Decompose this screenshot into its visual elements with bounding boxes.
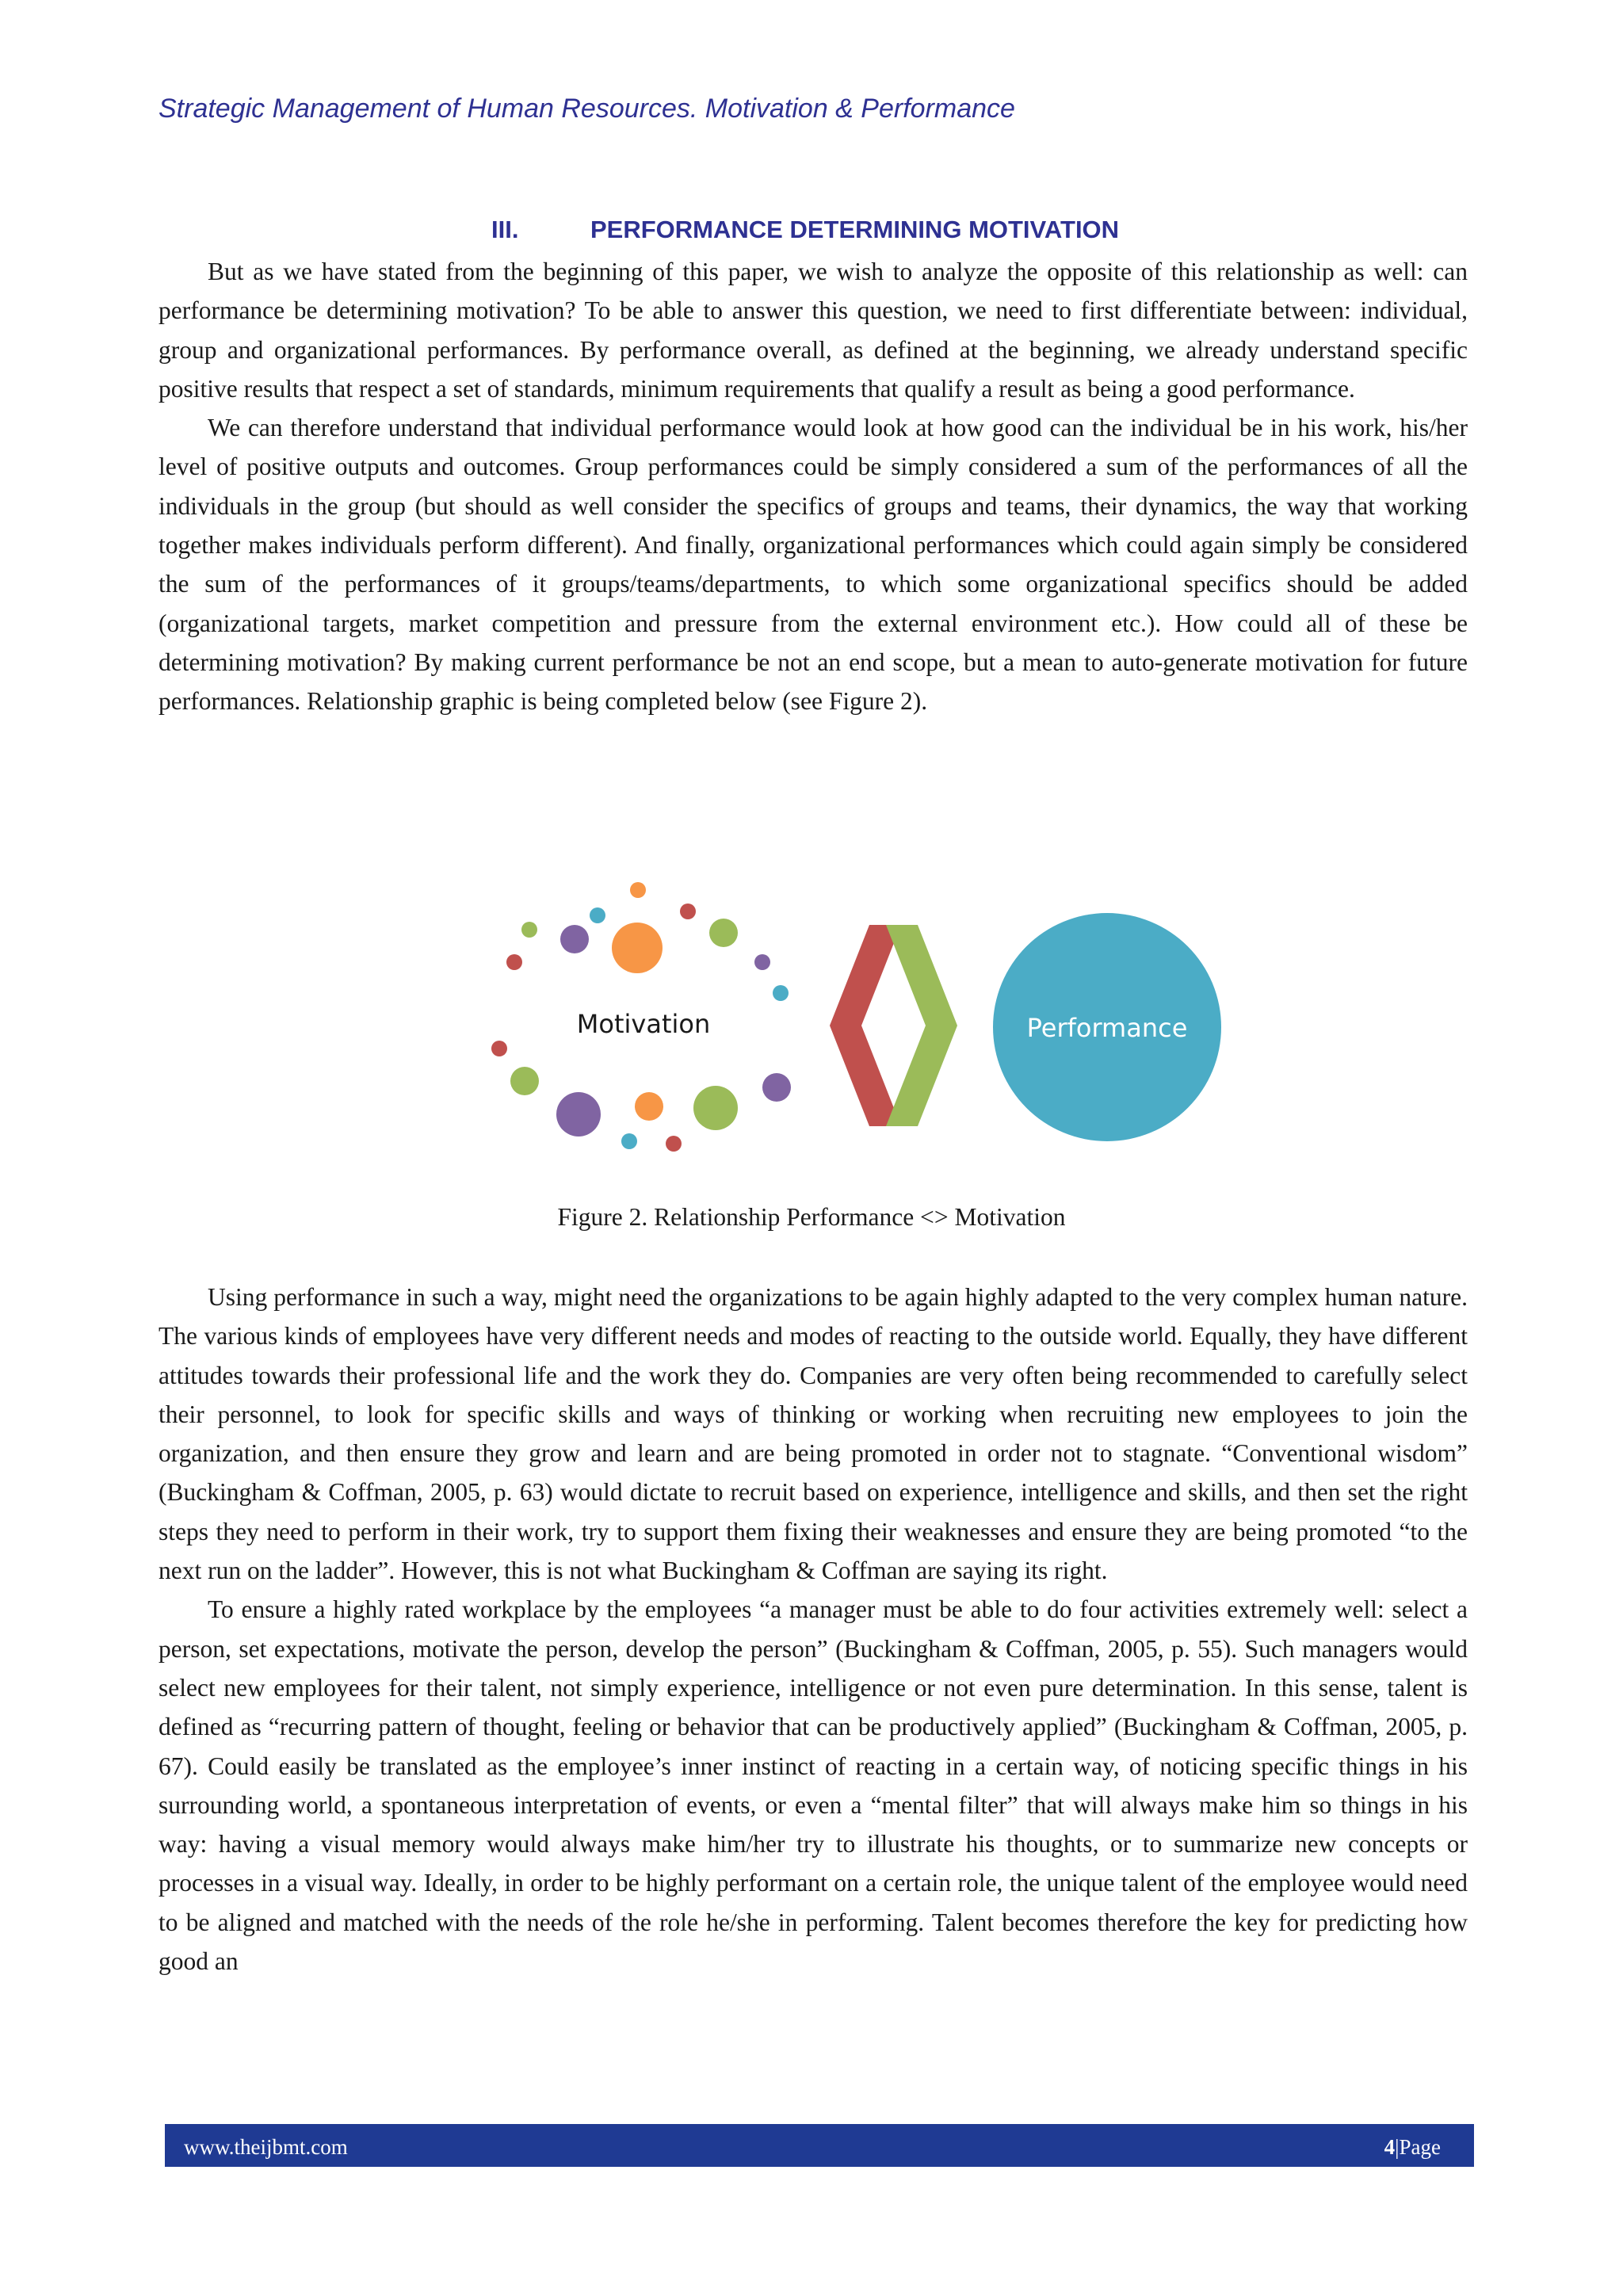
paragraph: But as we have stated from the beginning of this paper, we wish to analyze the opposite of this relationship as well: can performance be determining motivation? To be able to answer this question, we need to first differentiate between: individual, group and organizational performances. By performance overall, as defined at the beginning, we already understand specific positive results that respect a set of standards, minimum requirements that qualify a result as being a good performance. (158, 258, 1468, 403)
dot (612, 923, 663, 973)
right-chevron (886, 925, 957, 1126)
footer-bar (165, 2124, 1474, 2167)
dot (754, 954, 770, 970)
section-title: PERFORMANCE DETERMINING MOTIVATION (590, 216, 1120, 243)
dot (693, 1086, 738, 1130)
body-text-bottom (158, 1278, 1468, 1981)
figure-relationship-diagram (475, 868, 1236, 1201)
dot (621, 1133, 637, 1149)
footer-url-link[interactable]: www.theijbmt.com (184, 2135, 348, 2159)
paragraph: We can therefore understand that individual performance would look at how good can the individual be in his work, his/her level of positive outputs and outcomes. Group performances could be simply considered a sum of the performances of all the individuals in the group (but should as well consider the specifics of groups and teams, their dynamics, the way that working together makes individuals perform different). And finally, organizational performances which could again simply be considered the sum of the performances of it groups/teams/departments, to which some organizational specifics should be added (organizational targets, market competition and pressure from the external environment etc.). How could all of these be determining motivation? By making current performance be not an end scope, but a mean to auto-generate motivation for future performances. Relationship graphic is being completed below (see Figure 2). (158, 414, 1468, 716)
dot (521, 922, 537, 938)
running-header: Strategic Management of Human Resources. Motivation & Performance (158, 94, 1015, 124)
performance-label: Performance (1026, 1013, 1188, 1043)
dot (666, 1136, 682, 1152)
dot (680, 904, 696, 919)
section-heading (491, 216, 1119, 244)
dot (590, 907, 605, 923)
dot (773, 985, 789, 1001)
dot (635, 1092, 663, 1121)
paragraph: To ensure a highly rated workplace by the employees “a manager must be able to do four activities extremely well: select a person, set expectations, motivate the person, develop the person” (Buckingham & Coffman, 2005, p. 55). Such managers would select new employees for their talent, not simply experience, intelligence or not even pure determination. In this sense, talent is defined as “recurring pattern of thought, feeling or behavior that can be productively applied” (Buckingham & Coffman, 2005, p. 67). Could easily be translated as the employee’s inner instinct of reacting in a certain way, of noticing specific things in his surrounding world, a spontaneous interpretation of events, or even a “mental filter” that will always make him so things in his way: having a visual memory would always make him/her try to illustrate his thoughts, or to summarize new concepts or processes in a visual way. Ideally, in order to be highly performant on a certain role, the unique talent of the employee would need to be aligned and matched with the needs of the role he/she in performing. Talent becomes therefore the key for predicting how good an (158, 1595, 1468, 1976)
page-suffix: |Page (1395, 2135, 1441, 2159)
section-number: III. (491, 216, 519, 243)
figure-caption: Figure 2. Relationship Performance <> Motivation (557, 1203, 1066, 1231)
page-number-value: 4 (1384, 2135, 1396, 2159)
dot (560, 925, 589, 953)
motivation-label: Motivation (576, 1009, 711, 1039)
relationship-diagram (475, 868, 1236, 1201)
page-number (1384, 2135, 1441, 2160)
dot (506, 954, 522, 970)
dot (709, 919, 738, 947)
dot (762, 1073, 791, 1102)
dot (510, 1067, 539, 1095)
body-text-top (158, 252, 1468, 721)
paragraph: Using performance in such a way, might need the organizations to be again highly adapted to the very complex human nature. The various kinds of employees have very different needs and modes of reacting to the outside world. Equally, they have different attitudes towards their professional life and the work they do. Companies are very often being recommended to carefully select their personnel, to look for specific skills and ways of thinking or working when recruiting new employees to join the organization, and then ensure they grow and learn and are being promoted in order not to stagnate. “Conventional wisdom” (Buckingham & Coffman, 2005, p. 63) would dictate to recruit based on experience, intelligence and skills, and then set the right steps they need to perform in their work, try to support them fixing their weaknesses and ensure they are being promoted “to the next run on the ladder”. However, this is not what Buckingham & Coffman are saying its right. (158, 1283, 1468, 1585)
left-chevron (830, 925, 901, 1126)
dot (630, 882, 646, 898)
dot (556, 1092, 601, 1137)
dot (491, 1041, 507, 1056)
